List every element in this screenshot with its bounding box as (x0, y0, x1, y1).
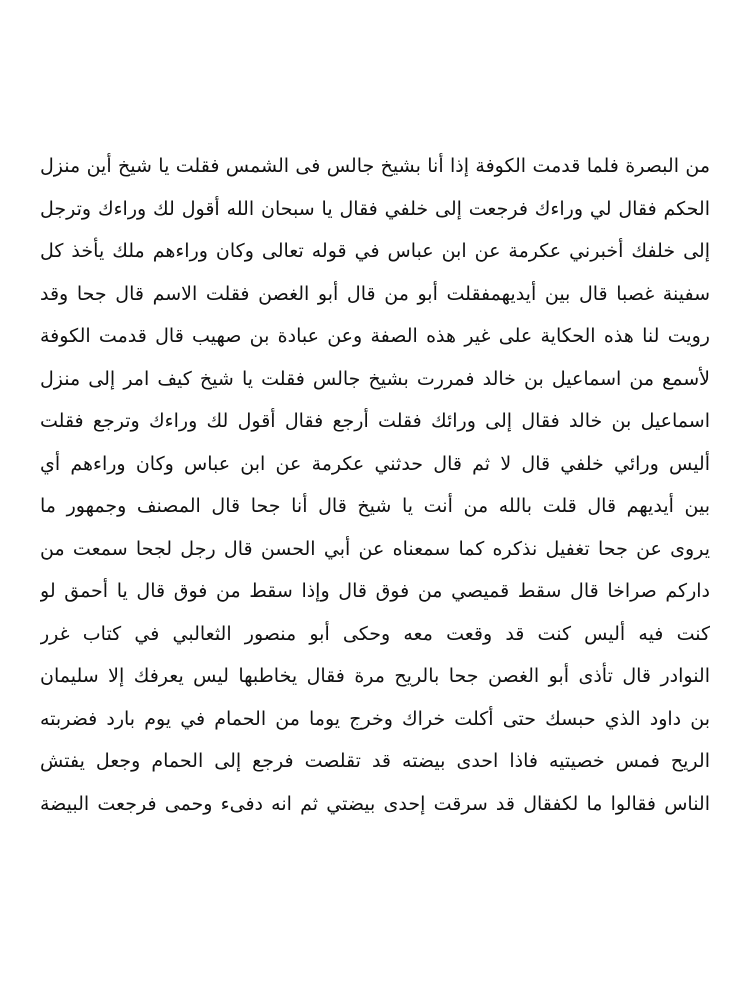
text-line: النوادر قال تأذى أبو الغصن جحا بالريح مرة فقال يخاطبها ليس يعرفك إلا سليمان (40, 665, 710, 687)
text-line: أليس ورائي خلفي قال لا ثم قال حدثني عكرمة عن ابن عباس وكان وراءهم أي (40, 452, 710, 475)
text-line: بين أيديهم قال قلت بالله من أنت يا شيخ قال أنا جحا قال المصنف وجمهور ما (40, 495, 710, 517)
body-text (40, 145, 710, 825)
text-line: اسماعيل بن خالد فقال إلى ورائك فقلت أرجع فقال أقول لك وراءك وترجع فقلت (40, 410, 710, 432)
text-line: كنت فيه أليس كنت قد وقعت معه وحكى أبو منصور الثعالبي في كتاب غرر (40, 622, 710, 645)
text-line: داركم صراخا قال سقط قميصي من فوق قال وإذا سقط من فوق قال يا أحمق لو (40, 580, 710, 602)
text-line: من البصرة فلما قدمت الكوفة إذا أنا بشيخ جالس فى الشمس فقلت يا شيخ أين منزل (40, 155, 710, 177)
text-line: يروى عن جحا تغفيل نذكره كما سمعناه عن أبي الحسن قال رجل لجحا سمعت من (40, 537, 710, 560)
text-line: الحكم فقال لي وراءك فرجعت إلى خلفي فقال يا سبحان الله أقول لك وراءك وترجل (40, 197, 710, 220)
text-line: بن داود الذي حبسك حتى أكلت خراك وخرج يوما من الحمام في يوم بارد فضربته (40, 707, 710, 730)
text-line: لأسمع من اسماعيل بن خالد فمررت بشيخ جالس فقلت يا شيخ كيف امر إلى منزل (40, 367, 710, 390)
text-line: الناس فقالوا ما لكفقال قد سرقت إحدى بيضتي ثم انه دفىء وحمى فرجعت البيضة (40, 792, 710, 815)
text-line: الريح فمس خصيتيه فاذا احدى بيضته قد تقلصت فرجع إلى الحمام وجعل يفتش (40, 750, 710, 772)
text-line: إلى خلفك أخبرني عكرمة عن ابن عباس في قوله تعالى وكان وراءهم ملك يأخذ كل (40, 240, 710, 262)
text-line: رويت لنا هذه الحكاية على غير هذه الصفة وعن عبادة بن صهيب قال قدمت الكوفة (40, 325, 710, 347)
text-line: سفينة غصبا قال بين أيديهمفقلت أبو من قال أبو الغصن فقلت الاسم قال جحا وقد (40, 282, 710, 305)
